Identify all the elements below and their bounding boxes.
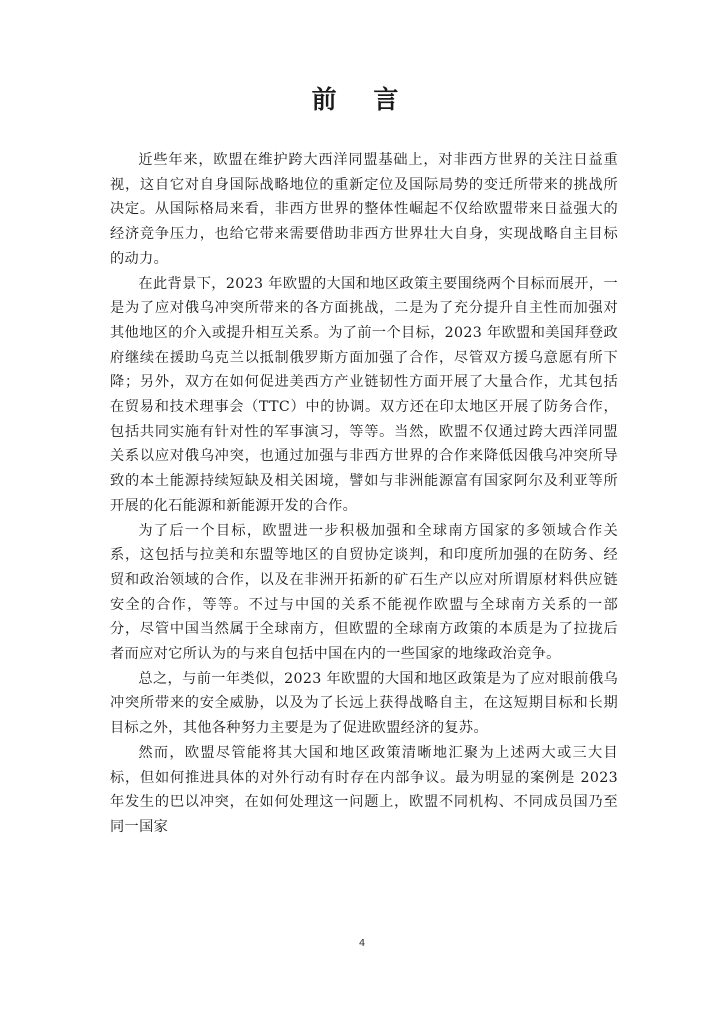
page-number: 4: [358, 938, 366, 949]
paragraph: 然而，欧盟尽管能将其大国和地区政策清晰地汇聚为上述两大或三大目标，但如何推进具体的对外行动有时存在内部争议。最为明显的案例是 2023 年发生的巴以冲突，在如何处理这一问题上，欧盟不同机构、不同成员国乃至同一国家: [110, 744, 618, 835]
body-text: [110, 148, 618, 840]
page-title: 前 言: [311, 85, 413, 114]
paragraph: 在此背景下，2023 年欧盟的大国和地区政策主要围绕两个目标而展开，一是为了应对俄乌冲突所带来的各方面挑战，二是为了充分提升自主性而加强对其他地区的介入或提升相互关系。为了前一个目标，2023 年欧盟和美国拜登政府继续在援助乌克兰以抵制俄罗斯方面加强了合作，尽管双方援乌意愿有所下降；另外，双方在如何促进美西方产业链韧性方面开展了大量合作，尤其包括在贸易和技术理事会（TTC）中的协调。双方还在印太地区开展了防务合作，包括共同实施有针对性的军事演习，等等。当然，欧盟不仅通过跨大西洋同盟关系以应对俄乌冲突，也通过加强与非西方世界的合作来降低因俄乌冲突所导致的本土能源持续短缺及相关困境，譬如与非洲能源富有国家阿尔及利亚等所开展的化石能源和新能源开发的合作。: [110, 275, 618, 514]
paragraph: 总之，与前一年类似，2023 年欧盟的大国和地区政策是为了应对眼前俄乌冲突所带来的安全威胁，以及为了长远上获得战略自主，在这短期目标和长期目标之外，其他各种努力主要是为了促进欧盟经济的复苏。: [110, 670, 618, 737]
paragraph: 为了后一个目标，欧盟进一步积极加强和全球南方国家的多领域合作关系，这包括与拉美和东盟等地区的自贸协定谈判，和印度所加强的在防务、经贸和政治领域的合作，以及在非洲开拓新的矿石生产以应对所谓原材料供应链安全的合作，等等。不过与中国的关系不能视作欧盟与全球南方关系的一部分，尽管中国当然属于全球南方，但欧盟的全球南方政策的本质是为了拉拢后者而应对它所认为的与来自包括中国在内的一些国家的地缘政治竞争。: [110, 522, 618, 663]
paragraph: 近些年来，欧盟在维护跨大西洋同盟基础上，对非西方世界的关注日益重视，这自它对自身国际战略地位的重新定位及国际局势的变迁所带来的挑战所决定。从国际格局来看，非西方世界的整体性崛起不仅给欧盟带来日益强大的经济竞争压力，也给它带来需要借助非西方世界壮大自身，实现战略自主目标的动力。: [110, 152, 618, 267]
